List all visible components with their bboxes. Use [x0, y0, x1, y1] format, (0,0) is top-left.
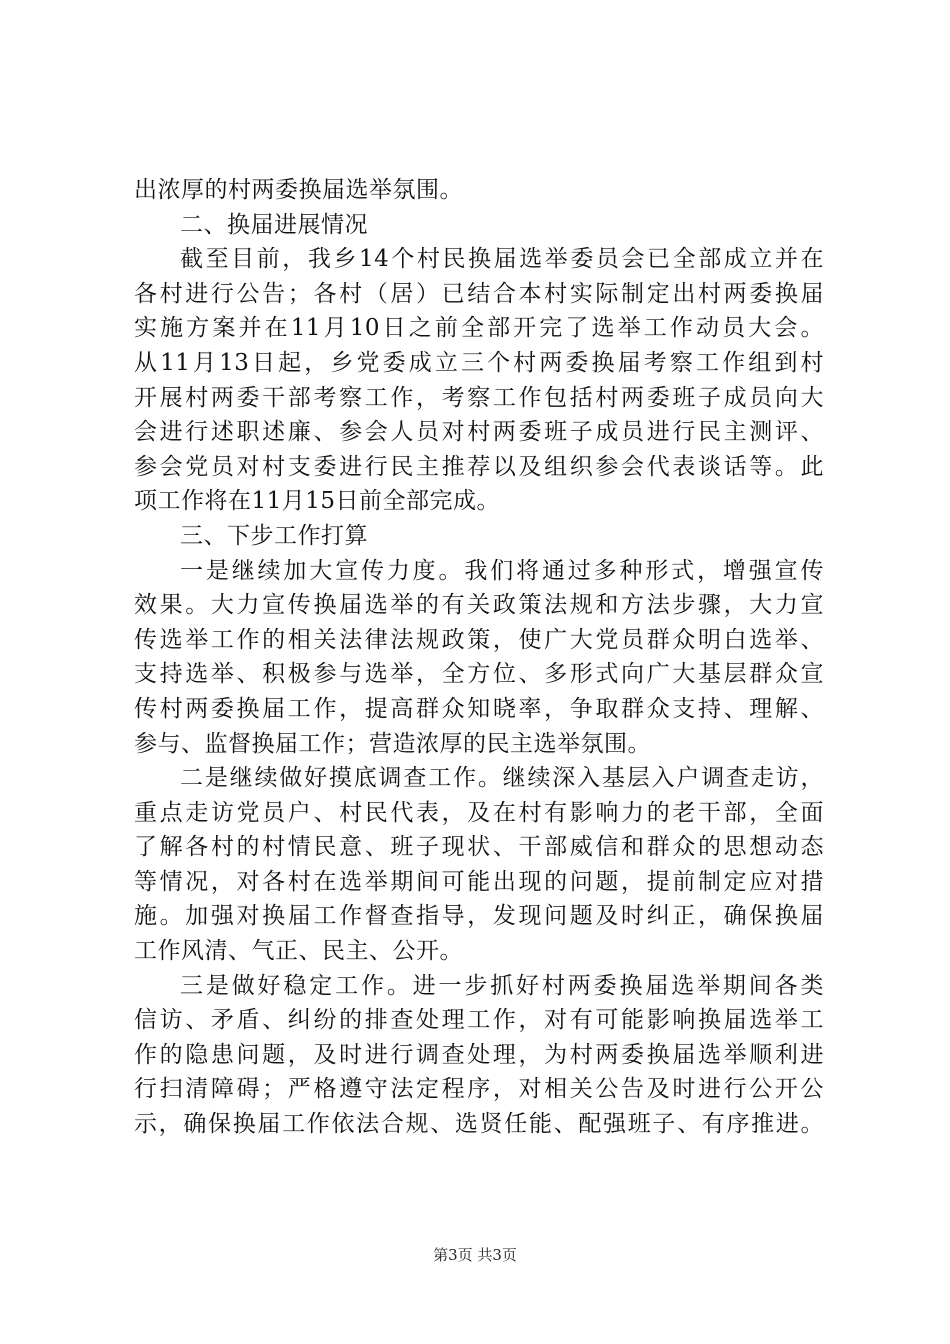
text-line: 传选举工作的相关法律法规政策，使广大党员群众明白选举、: [134, 626, 824, 653]
page-footer: 第3页 共3页: [433, 1246, 517, 1264]
text-line: 出浓厚的村两委换届选举氛围。: [134, 177, 463, 203]
text-line: 一是继续加大宣传力度。我们将通过多种形式，增强宣传: [180, 557, 824, 584]
text-line: 会进行述职述廉、参会人员对村两委班子成员进行民主测评、: [134, 419, 824, 446]
text-line: 支持选举、积极参与选举，全方位、多形式向广大基层群众宣: [134, 661, 824, 688]
text-line: 工作风清、气正、民主、公开。: [134, 938, 463, 965]
text-line: 各村进行公告；各村（居）已结合本村实际制定出村两委换届: [134, 280, 824, 307]
text-line: 等情况，对各村在选举期间可能出现的问题，提前制定应对措: [134, 868, 824, 895]
document-body: [134, 173, 824, 1142]
text-line: 参会党员对村支委进行民主推荐以及组织参会代表谈话等。此: [134, 453, 824, 480]
text-line: 二是继续做好摸底调查工作。继续深入基层入户调查走访，: [180, 765, 824, 792]
text-line: 效果。大力宣传换届选举的有关政策法规和方法步骤，大力宣: [134, 592, 824, 619]
text-line: 参与、监督换届工作；营造浓厚的民主选举氛围。: [134, 730, 651, 757]
text-line: 作的隐患问题，及时进行调查处理，为村两委换届选举顺利进: [134, 1041, 824, 1068]
text-line: 从11月13日起，乡党委成立三个村两委换届考察工作组到村: [134, 349, 824, 376]
text-line: 三是做好稳定工作。进一步抓好村两委换届选举期间各类: [180, 972, 824, 999]
text-line: 示，确保换届工作依法合规、选贤任能、配强班子、有序推进。: [134, 1111, 824, 1138]
text-line: 截至目前，我乡14个村民换届选举委员会已全部成立并在: [180, 246, 824, 273]
text-line: 项工作将在11月15日前全部完成。: [134, 488, 501, 515]
text-line: 传村两委换届工作，提高群众知晓率，争取群众支持、理解、: [134, 695, 824, 722]
text-line: 开展村两委干部考察工作，考察工作包括村两委班子成员向大: [134, 384, 824, 411]
text-line: 三、下步工作打算: [180, 522, 368, 549]
text-line: 重点走访党员户、村民代表，及在村有影响力的老干部，全面: [134, 799, 824, 826]
text-line: 行扫清障碍；严格遵守法定程序，对相关公告及时进行公开公: [134, 1076, 824, 1103]
text-line: 了解各村的村情民意、班子现状、干部威信和群众的思想动态: [134, 834, 824, 861]
text-line: 实施方案并在11月10日之前全部开完了选举工作动员大会。: [134, 315, 824, 342]
text-line: 二、换届进展情况: [180, 211, 368, 238]
text-line: 信访、矛盾、纠纷的排查处理工作，对有可能影响换届选举工: [134, 1007, 824, 1034]
text-line: 施。加强对换届工作督查指导，发现问题及时纠正，确保换届: [134, 903, 824, 930]
